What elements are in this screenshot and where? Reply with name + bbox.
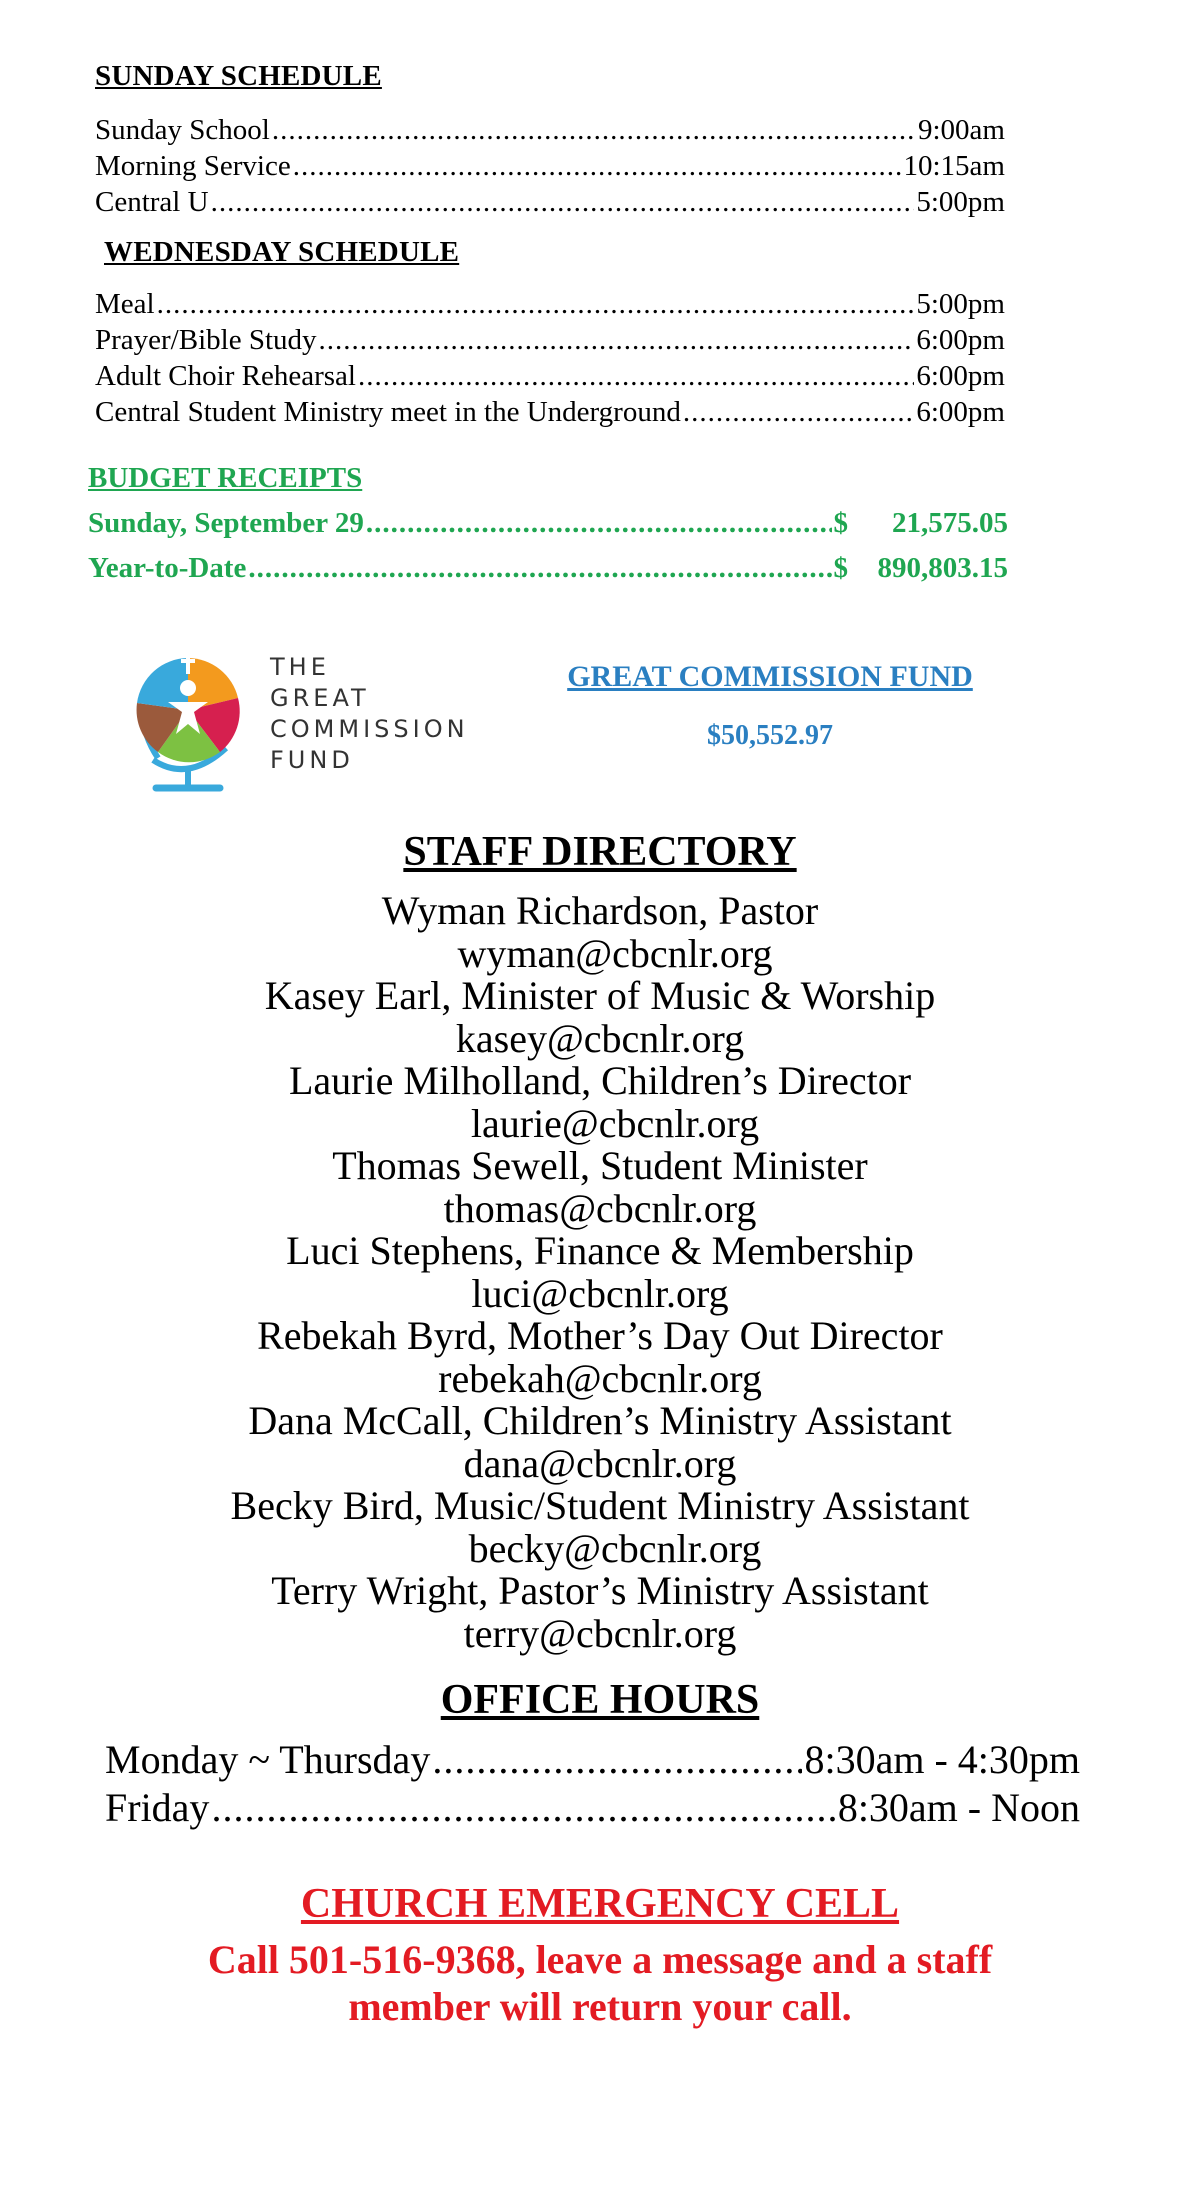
budget-label: Sunday, September 29 xyxy=(88,507,364,539)
office-day: Monday ~ Thursday xyxy=(105,1737,431,1782)
office-hours-heading: OFFICE HOURS xyxy=(440,1677,760,1723)
staff-list xyxy=(0,890,1200,1655)
staff-email: becky@cbcnlr.org xyxy=(468,1525,762,1571)
figure-head xyxy=(180,680,196,696)
dot-leader xyxy=(157,286,915,322)
budget-row xyxy=(88,507,1008,540)
schedule-label: Adult Choir Rehearsal xyxy=(95,360,356,392)
budget-label: Year-to-Date xyxy=(88,552,247,584)
dot-leader xyxy=(358,358,914,394)
staff-name: Thomas Sewell, Student Minister xyxy=(332,1143,868,1188)
staff-email: kasey@cbcnlr.org xyxy=(455,1015,745,1061)
staff-email: thomas@cbcnlr.org xyxy=(443,1185,757,1231)
church-emergency-cell xyxy=(0,1880,1200,2030)
gcf-fund-heading: GREAT COMMISSION FUND xyxy=(567,660,973,693)
staff-name: Luci Stephens, Finance & Membership xyxy=(286,1228,914,1273)
office-hours xyxy=(0,1676,1200,1830)
schedule-time: 5:00pm xyxy=(916,186,1005,218)
staff-name: Terry Wright, Pastor’s Ministry Assistant xyxy=(271,1568,929,1613)
schedule-row xyxy=(95,358,1005,394)
office-hours-row xyxy=(105,1784,1080,1832)
gcf-fund-block xyxy=(500,660,1040,752)
staff-directory xyxy=(0,828,1200,1655)
schedule-time: 6:00pm xyxy=(916,360,1005,392)
schedule-row xyxy=(95,148,1005,184)
schedule-time: 10:15am xyxy=(903,150,1005,182)
wednesday-schedule-heading: WEDNESDAY SCHEDULE xyxy=(104,236,460,268)
schedule-time: 6:00pm xyxy=(916,396,1005,428)
schedule-label: Sunday School xyxy=(95,114,270,146)
office-day: Friday xyxy=(105,1785,210,1830)
staff-email: rebekah@cbcnlr.org xyxy=(438,1355,762,1401)
emergency-heading: CHURCH EMERGENCY CELL xyxy=(300,1881,900,1927)
emergency-line: member will return your call. xyxy=(348,1984,852,2029)
staff-name: Dana McCall, Children’s Ministry Assistant xyxy=(248,1398,952,1443)
dot-leader xyxy=(319,322,915,358)
dot-leader xyxy=(683,394,915,430)
budget-amount: 890,803.15 xyxy=(877,552,1008,584)
budget-heading: BUDGET RECEIPTS xyxy=(88,462,363,494)
dot-leader xyxy=(211,1784,835,1832)
schedule-label: Prayer/Bible Study xyxy=(95,324,317,356)
schedule-row xyxy=(95,184,1005,220)
office-hours-row xyxy=(105,1736,1080,1784)
sunday-schedule-heading: SUNDAY SCHEDULE xyxy=(95,60,382,92)
dot-leader xyxy=(293,148,902,184)
schedule-label: Central Student Ministry meet in the Underground xyxy=(95,396,681,428)
staff-name: Laurie Milholland, Children’s Director xyxy=(288,1058,912,1103)
dot-leader xyxy=(211,184,915,220)
staff-name: Becky Bird, Music/Student Ministry Assistant xyxy=(230,1483,970,1528)
staff-directory-heading: STAFF DIRECTORY xyxy=(403,829,797,875)
office-time: 8:30am - Noon xyxy=(837,1785,1080,1830)
budget-receipts xyxy=(88,462,1008,585)
dot-leader xyxy=(366,507,832,540)
schedule-row xyxy=(95,112,1005,148)
staff-email: laurie@cbcnlr.org xyxy=(470,1100,760,1146)
sunday-schedule-list xyxy=(95,112,1005,220)
dot-leader xyxy=(248,552,831,585)
staff-email: wyman@cbcnlr.org xyxy=(457,930,773,976)
gcf-logo-line: COMMISSION xyxy=(270,715,469,743)
dot-leader xyxy=(432,1736,802,1784)
wednesday-schedule-list xyxy=(95,286,1005,430)
office-hours-list xyxy=(105,1736,1080,1832)
schedule-row xyxy=(95,286,1005,322)
emergency-line: Call 501-516-9368, leave a message and a staff xyxy=(207,1937,993,1982)
staff-email: terry@cbcnlr.org xyxy=(463,1610,737,1656)
schedule-label: Central U xyxy=(95,186,209,218)
schedule-label: Morning Service xyxy=(95,150,291,182)
staff-name: Wyman Richardson, Pastor xyxy=(381,888,819,933)
gcf-logo-line: THE xyxy=(270,653,330,681)
budget-amount: 21,575.05 xyxy=(892,507,1008,539)
schedule-time: 5:00pm xyxy=(916,288,1005,320)
gcf-logo-line: GREAT xyxy=(270,684,370,712)
staff-email: dana@cbcnlr.org xyxy=(463,1440,737,1486)
gcf-logo-line: FUND xyxy=(270,746,354,774)
office-time: 8:30am - 4:30pm xyxy=(804,1737,1080,1782)
dot-leader xyxy=(272,112,916,148)
staff-name: Kasey Earl, Minister of Music & Worship xyxy=(264,973,936,1018)
currency-symbol: $ xyxy=(833,552,848,584)
schedule-time: 9:00am xyxy=(918,114,1005,146)
budget-row xyxy=(88,552,1008,585)
emergency-message xyxy=(0,1936,1200,2030)
schedule-row xyxy=(95,394,1005,430)
currency-symbol: $ xyxy=(833,507,848,539)
staff-name: Rebekah Byrd, Mother’s Day Out Director xyxy=(257,1313,943,1358)
schedule-time: 6:00pm xyxy=(916,324,1005,356)
staff-email: luci@cbcnlr.org xyxy=(471,1270,729,1316)
schedule-row xyxy=(95,322,1005,358)
schedule-label: Meal xyxy=(95,288,155,320)
gcf-logo-text xyxy=(270,652,469,776)
gcf-fund-amount: $50,552.97 xyxy=(707,720,833,751)
